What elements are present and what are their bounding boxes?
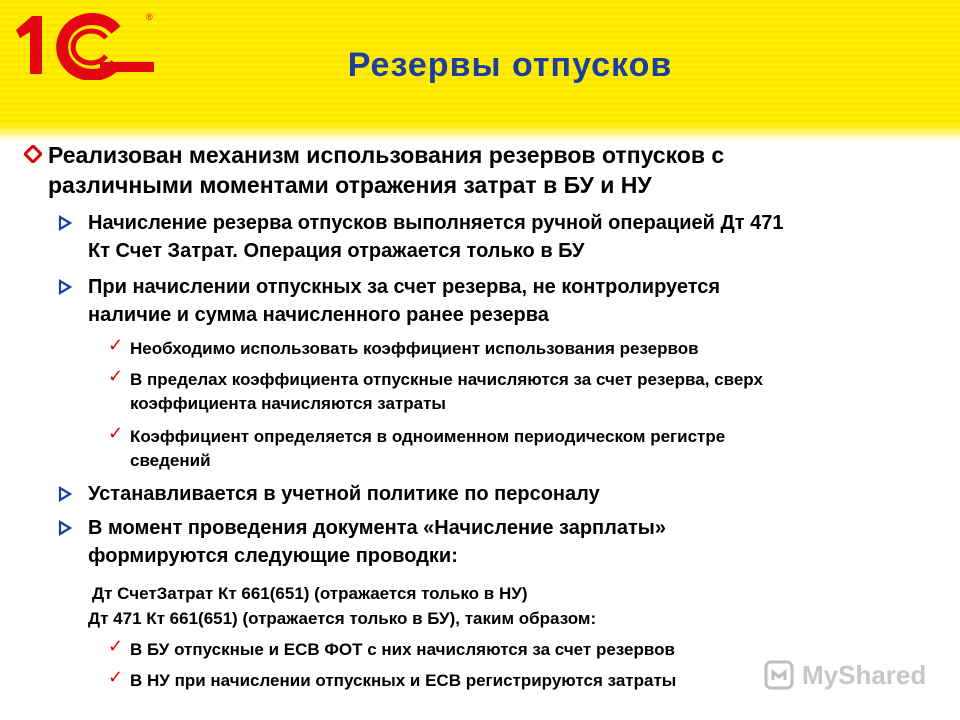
sub-bullet-4-line-2: формируются следующие проводки: [88, 545, 458, 567]
posting-1: Дт СчетЗатрат Кт 661(651) (отражается только в НУ) [92, 584, 528, 603]
check-icon: ✓ [108, 636, 124, 657]
check-4-line-1: В БУ отпускные и ЕСВ ФОТ с них начисляются за счет резервов [130, 640, 675, 659]
svg-text:®: ® [146, 12, 153, 22]
sub-bullet-4-line-1: В момент проведения документа «Начисление зарплаты» [88, 517, 666, 539]
triangle-icon [58, 279, 72, 295]
check-icon: ✓ [108, 335, 124, 356]
check-3-line-1: Коэффициент определяется в одноименном периодическом регистре [130, 427, 726, 446]
sub-bullet-1-line-2: Кт Счет Затрат. Операция отражается только в БУ [88, 240, 585, 262]
sub-bullet-2-line-1: При начислении отпускных за счет резерва, не контролируется [88, 276, 721, 298]
triangle-icon [58, 520, 72, 536]
sub-bullet-3-line-1: Устанавливается в учетной политике по персоналу [88, 483, 600, 505]
check-icon: ✓ [108, 423, 124, 444]
bullet-1-line-1: Реализован механизм использования резервов отпусков с [48, 142, 725, 168]
sub-bullet-1-line-1: Начисление резерва отпусков выполняется ручной операцией Дт 471 [88, 212, 784, 234]
sub-bullet-2-line-2: наличие и сумма начисленного ранее резерва [88, 304, 549, 326]
check-icon: ✓ [108, 366, 124, 387]
watermark-text: MyShared [802, 660, 927, 690]
posting-2: Дт 471 Кт 661(651) (отражается только в БУ), таким образом: [88, 609, 597, 628]
check-2-line-1: В пределах коэффициента отпускные начисляются за счет резерва, сверх [130, 370, 763, 389]
check-3-line-2: сведений [130, 451, 211, 470]
triangle-icon [58, 486, 72, 502]
check-2-line-2: коэффициента начисляются затраты [130, 394, 446, 413]
myshared-logo-icon [764, 660, 794, 690]
diamond-icon [24, 145, 42, 163]
bullet-1-line-2: различными моментами отражения затрат в БУ и НУ [48, 172, 652, 198]
check-5-line-1: В НУ при начислении отпускных и ЕСВ регистрируются затраты [130, 671, 677, 690]
page-title: Резервы отпусков [347, 46, 673, 84]
triangle-icon [58, 215, 72, 231]
check-icon: ✓ [108, 667, 124, 688]
watermark [752, 656, 952, 696]
check-1-line-1: Необходимо использовать коэффициент использования резервов [130, 339, 699, 358]
